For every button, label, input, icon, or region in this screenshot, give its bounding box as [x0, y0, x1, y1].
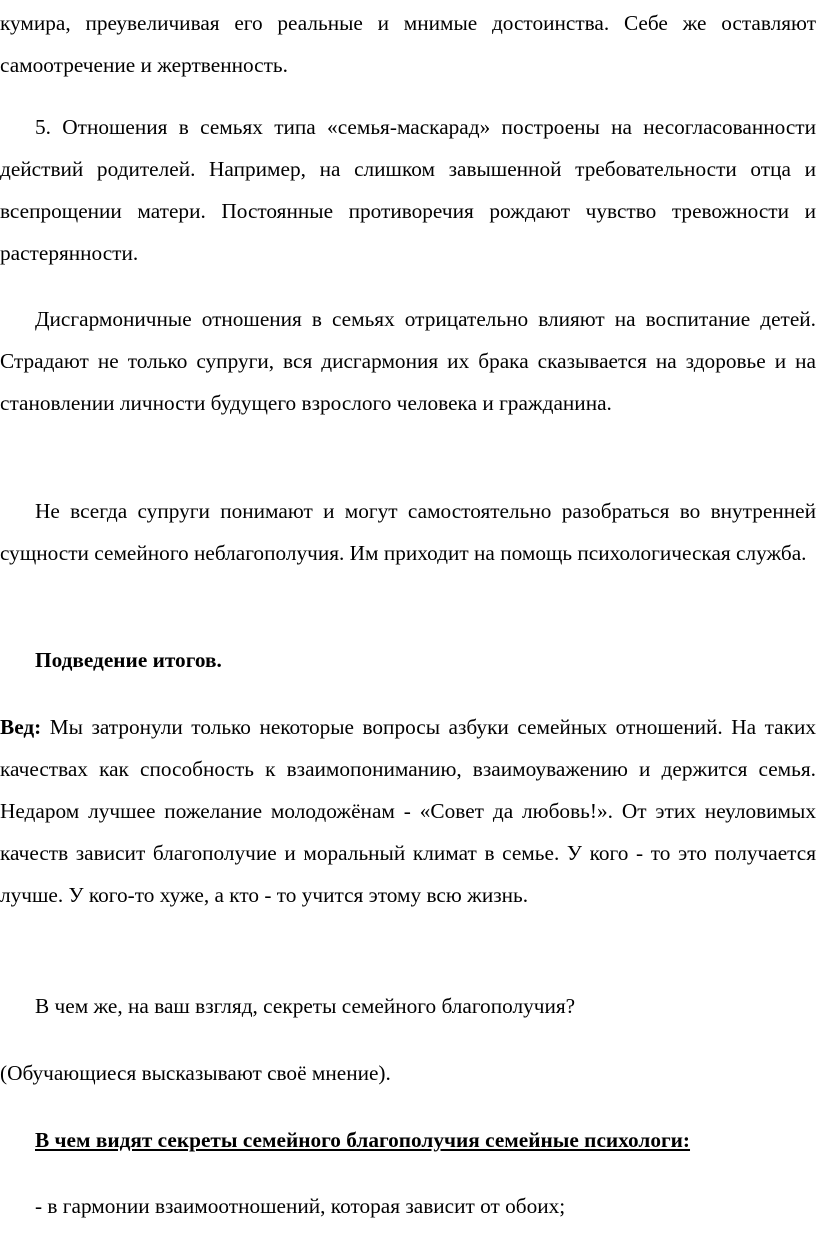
list-item-harmony: - в гармонии взаимоотношений, которая зависит от обоих;: [35, 1194, 566, 1218]
paragraph-disharmony: Дисгармоничные отношения в семьях отрицательно влияют на воспитание детей. Страдают не только супруги, вся дисгармония их брака сказывается на здоровье и на становлении личности будущего взрослого человека и гражданина.: [0, 307, 816, 415]
heading-secrets: В чем видят секреты семейного благополучия семейные психологи:: [35, 1128, 691, 1152]
heading-summary: Подведение итогов.: [35, 648, 222, 672]
paragraph-students-opinion: (Обучающиеся высказывают своё мнение).: [0, 1061, 391, 1085]
presenter-text: Мы затронули только некоторые вопросы азбуки семейных отношений. На таких качествах как способность к взаимопониманию, взаимоуважению и держится семья. Недаром лучшее пожелание молодожёнам - «Совет да любовь!». От этих неуловимых качеств зависит благополучие и моральный климат в семье. У кого - то это получается лучше. У кого-то хуже, а кто - то учится этому всю жизнь.: [0, 715, 816, 907]
paragraph-psychological-service: Не всегда супруги понимают и могут самостоятельно разобраться во внутренней сущности семейного неблагополучия. Им приходит на помощь психологическая служба.: [0, 499, 816, 565]
paragraph-masquerade-family: 5. Отношения в семьях типа «семья-маскарад» построены на несогласованности действий родителей. Например, на слишком завышенной требовательности отца и всепрощении матери. Постоянные противоречия рождают чувство тревожности и растерянности.: [0, 115, 816, 265]
paragraph-question: В чем же, на ваш взгляд, секреты семейного благополучия?: [35, 994, 576, 1018]
presenter-label: Вед:: [0, 715, 42, 739]
paragraph-presenter: [0, 706, 816, 916]
paragraph-continuation: кумира, преувеличивая его реальные и мнимые достоинства. Себе же оставляют самоотречение и жертвенность.: [0, 11, 816, 77]
